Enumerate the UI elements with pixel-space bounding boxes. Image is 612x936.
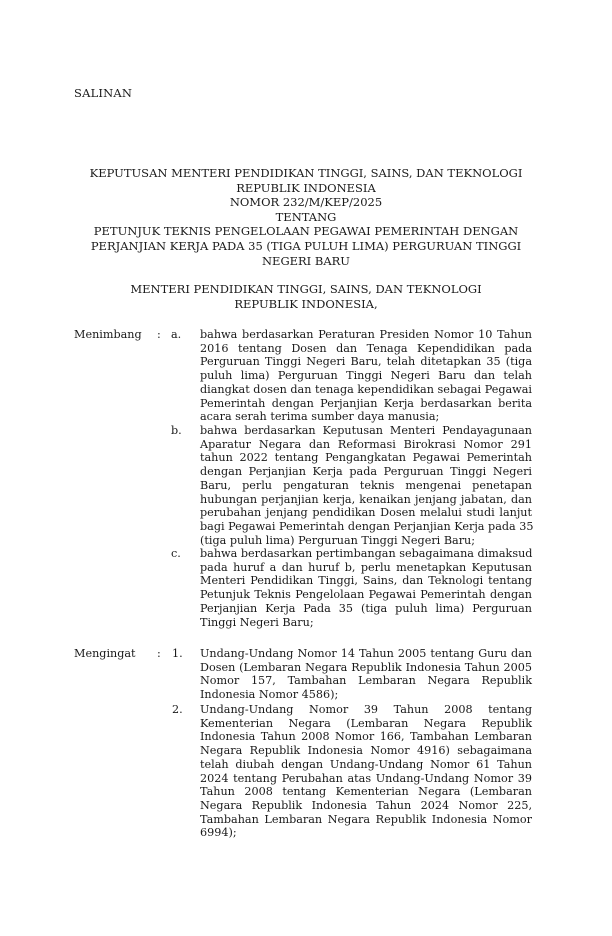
text-line: (tiga puluh lima) Perguruan Tinggi Negeri Baru; — [200, 533, 476, 547]
text-line: hubungan perjanjian kerja, kenaikan jenjang jabatan, dan — [200, 492, 532, 506]
text-line: bahwa berdasarkan Keputusan Menteri Pendayagunaan — [200, 424, 532, 437]
text-line: Nomor 157, Tambahan Lembaran Negara Republik — [200, 674, 532, 688]
text-line: Indonesia Nomor 4586); — [200, 688, 339, 702]
text-line: Negara Republik Indonesia Tahun 2024 Nomor 225, — [200, 798, 532, 812]
minister-line: REPUBLIK INDONESIA, — [234, 296, 378, 311]
text-line: perubahan jenjang pendidikan Dosen melalui studi lanjut — [200, 506, 532, 520]
menimbang-label: Menimbang — [74, 328, 142, 341]
text-line: puluh lima) Perguruan Tinggi Negeri Baru dan telah — [200, 369, 532, 383]
text-line: Tinggi Negeri Baru; — [200, 615, 314, 629]
text-line: 2024 tentang Perubahan atas Undang-Undang Nomor 39 — [200, 771, 532, 785]
text-line: telah diubah dengan Undang-Undang Nomor 61 Tahun — [200, 757, 532, 771]
text-line: bahwa berdasarkan Peraturan Presiden Nomor 10 Tahun — [200, 328, 532, 341]
mengingat-colon: : — [157, 647, 161, 660]
salinan-label: SALINAN — [74, 86, 133, 100]
consideration-b — [200, 424, 532, 547]
text-line: bagi Pegawai Pemerintah dengan Perjanjian Kerja pada 35 — [200, 519, 534, 533]
text-line: Aparatur Negara dan Reformasi Birokrasi Nomor 291 — [200, 437, 532, 451]
legal-basis-1 — [200, 647, 532, 702]
consideration-a — [200, 328, 532, 424]
text-line: Menteri Pendidikan Tinggi, Sains, dan Teknologi tentang — [200, 574, 532, 588]
text-line: 2016 tentang Dosen dan Tenaga Kependidikan pada — [200, 341, 532, 355]
title-line: PERJANJIAN KERJA PADA 35 (TIGA PULUH LIMA) PERGURUAN TINGGI — [90, 238, 522, 253]
title-line: NOMOR 232/M/KEP/2025 — [229, 195, 383, 210]
text-line: Perjanjian Kerja Pada 35 (tiga puluh lima) Perguruan — [200, 601, 532, 615]
text-line: Undang-Undang Nomor 39 Tahun 2008 tentang — [200, 703, 532, 716]
text-line: Petunjuk Teknis Pengelolaan Pegawai Pemerintah dengan — [200, 588, 532, 602]
text-line: dengan Perjanjian Kerja pada Perguruan Tinggi Negeri — [200, 465, 532, 479]
minister-line: MENTERI PENDIDIKAN TINGGI, SAINS, DAN TEKNOLOGI — [130, 282, 482, 297]
title-line: PETUNJUK TEKNIS PENGELOLAAN PEGAWAI PEMERINTAH DENGAN — [93, 224, 519, 239]
item-marker: b. — [171, 424, 182, 437]
title-line: NEGERI BARU — [261, 253, 350, 268]
title-line: REPUBLIK INDONESIA — [236, 180, 376, 195]
text-line: diangkat dosen dan tenaga kependidikan sebagai Pegawai — [200, 382, 532, 396]
item-marker: 2. — [172, 703, 183, 716]
text-line: Pemerintah dengan Perjanjian Kerja berdasarkan berita — [200, 396, 532, 410]
legal-basis-2 — [200, 703, 532, 840]
text-line: acara serah terima sumber daya manusia; — [200, 410, 440, 424]
text-line: tahun 2022 tentang Pengangkatan Pegawai Pemerintah — [200, 451, 532, 465]
mengingat-label: Mengingat — [74, 647, 136, 660]
menimbang-colon: : — [157, 328, 161, 341]
text-line: 6994); — [200, 826, 237, 840]
text-line: Baru, perlu pengaturan teknis mengenai penetapan — [200, 478, 532, 492]
item-marker: a. — [171, 328, 182, 341]
text-line: Undang-Undang Nomor 14 Tahun 2005 tentang Guru dan — [200, 647, 532, 660]
text-line: pada huruf a dan huruf b, perlu menetapkan Keputusan — [200, 560, 532, 574]
consideration-c — [200, 547, 532, 629]
item-marker: 1. — [172, 647, 183, 660]
text-line: bahwa berdasarkan pertimbangan sebagaimana dimaksud — [200, 547, 533, 560]
text-line: Kementerian Negara (Lembaran Negara Republik — [200, 716, 532, 730]
title-line: TENTANG — [275, 209, 337, 224]
decree-title — [60, 166, 552, 311]
text-line: Perguruan Tinggi Negeri Baru, telah ditetapkan 35 (tiga — [200, 355, 532, 369]
text-line: Tambahan Lembaran Negara Republik Indonesia Nomor — [200, 812, 532, 826]
item-marker: c. — [171, 547, 181, 560]
text-line: Indonesia Tahun 2008 Nomor 166, Tambahan Lembaran — [200, 730, 532, 744]
title-line: KEPUTUSAN MENTERI PENDIDIKAN TINGGI, SAINS, DAN TEKNOLOGI — [89, 166, 523, 180]
text-line: Negara Republik Indonesia Nomor 4916) sebagaimana — [200, 744, 532, 758]
text-line: Dosen (Lembaran Negara Republik Indonesia Tahun 2005 — [200, 660, 532, 674]
text-line: Tahun 2008 tentang Kementerian Negara (Lembaran — [200, 785, 532, 799]
